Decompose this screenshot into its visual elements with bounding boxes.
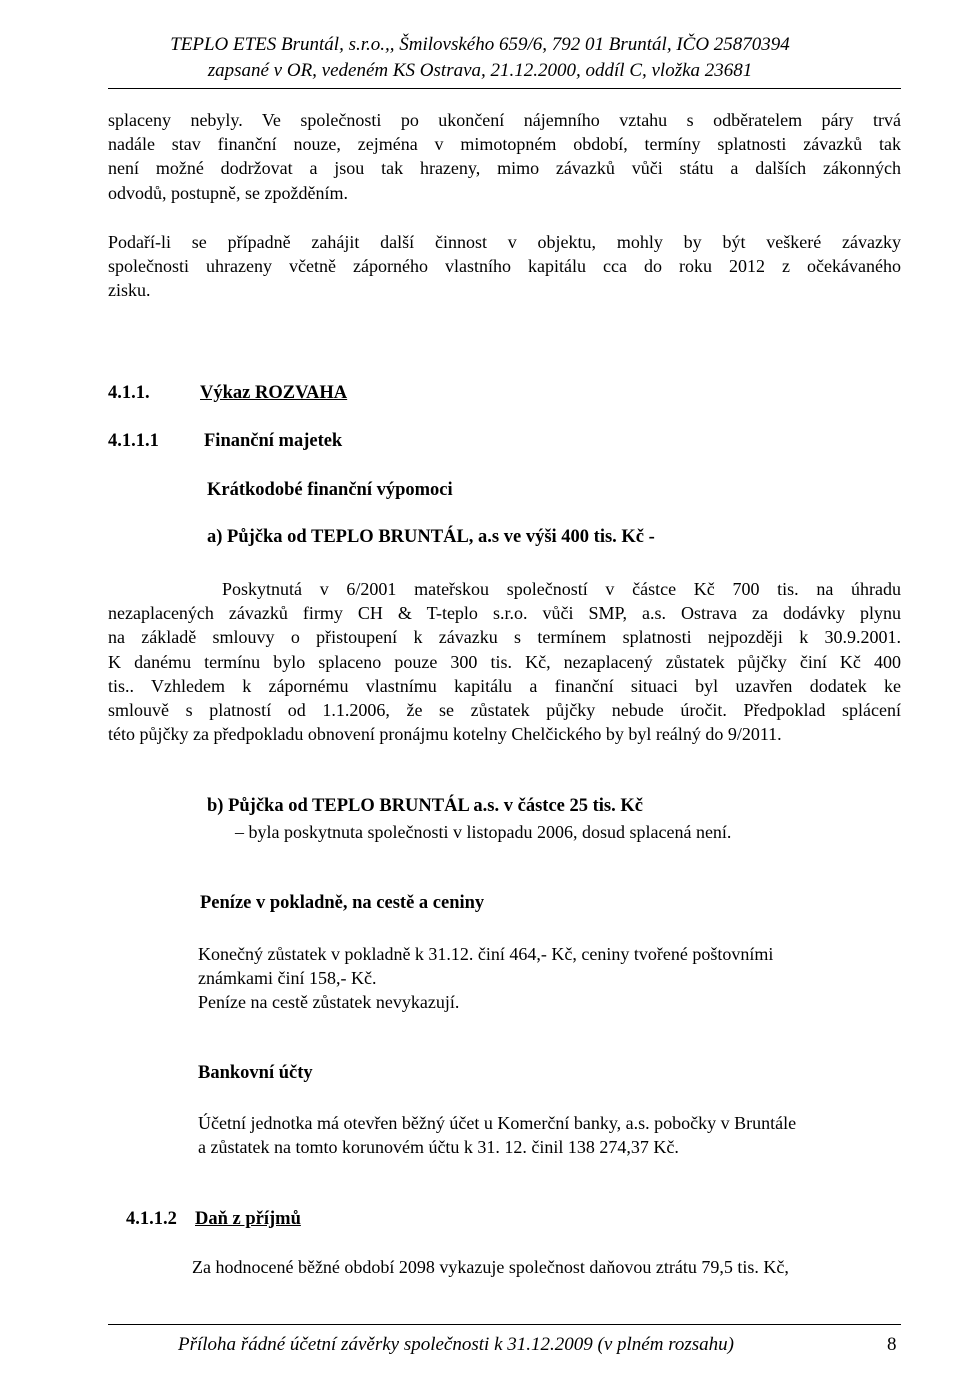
bank-paragraph <box>198 1111 901 1159</box>
paragraph-line: Podaří-li se případně zahájit další činnost v objektu, mohly by být veškeré závazky <box>108 232 901 252</box>
subsection-number-tax: 4.1.1.2 <box>126 1209 177 1229</box>
cash-line: známkami činí 158,- Kč. <box>198 968 377 989</box>
loan-a-title: a) Půjčka od TEPLO BRUNTÁL, a.s ve výši 400 tis. Kč - <box>207 527 655 547</box>
cash-line: Peníze na cestě zůstatek nevykazují. <box>198 992 460 1013</box>
cash-line: Konečný zůstatek v pokladně k 31.12. činí 464,- Kč, ceniny tvořené poštovními <box>198 944 774 964</box>
loan-b-title: b) Půjčka od TEPLO BRUNTÁL a.s. v částce 25 tis. Kč <box>207 796 643 816</box>
cash-heading: Peníze v pokladně, na cestě a ceniny <box>200 893 485 913</box>
footer-divider <box>108 1324 901 1325</box>
page-number: 8 <box>887 1334 897 1355</box>
intro-line: odvodů, postupně, se zpožděním. <box>108 182 348 203</box>
header-company-line: TEPLO ETES Bruntál, s.r.o.,, Šmilovského 659/6, 792 01 Bruntál, IČO 25870394 <box>170 34 790 55</box>
bank-accounts-heading: Bankovní účty <box>198 1063 313 1083</box>
header-divider <box>108 88 901 89</box>
loan-a-line: smlouvě s platností od 1.1.2006, že se zůstatek půjčky nebude úročit. Předpoklad splácení <box>108 700 901 721</box>
bank-line: Účetní jednotka má otevřen běžný účet u Komerční banky, a.s. pobočky v Bruntále <box>198 1113 797 1133</box>
header-registration-line: zapsané v OR, vedeném KS Ostrava, 21.12.2000, oddíl C, vložka 23681 <box>207 60 753 81</box>
loan-a-line: K danému termínu bylo splaceno pouze 300 tis. Kč, nezaplacený zůstatek půjčky činí Kč 400 <box>108 651 901 672</box>
paragraph-line: společnosti uhrazeny včetně záporného vlastního kapitálu cca do roku 2012 z očekávaného <box>108 256 901 277</box>
paragraph-line: zisku. <box>108 280 151 301</box>
loan-a-line: nezaplacených závazků firmy CH & T-teplo s.r.o. vůči SMP, a.s. Ostrava za dodávky plynu <box>108 603 901 624</box>
section-number: 4.1.1. <box>108 383 150 403</box>
section-title-balance-sheet: Výkaz ROZVAHA <box>200 383 348 403</box>
bank-line: a zůstatek na tomto korunovém účtu k 31. 12. činil 138 274,37 Kč. <box>198 1137 679 1158</box>
loan-a-line: tis.. Vzhledem k zápornému vlastnímu kapitálu a finanční situaci byl uzavřen dodatek ke <box>108 675 901 696</box>
subsection-title-income-tax: Daň z příjmů <box>195 1209 301 1229</box>
loan-a-line: této půjčky za předpokladu obnovení pronájmu kotelny Chelčického by byl reálný do 9/2011. <box>108 724 782 745</box>
tax-line: Za hodnocené běžné období 2098 vykazuje společnost daňovou ztrátu 79,5 tis. Kč, <box>192 1257 789 1277</box>
cash-paragraph <box>198 942 901 1015</box>
intro-paragraph <box>108 108 901 205</box>
short-term-loans-heading: Krátkodobé finanční výpomoci <box>207 480 453 500</box>
subsection-title-financial-assets: Finanční majetek <box>204 431 343 451</box>
intro-line: nadále stav finanční nouze, zejména v mimotopném období, termíny splatnosti závazků tak <box>108 134 901 155</box>
continuation-paragraph <box>108 230 901 303</box>
subsection-number: 4.1.1.1 <box>108 431 159 451</box>
intro-line: splaceny nebyly. Ve společnosti po ukončení nájemního vztahu s odběratelem páry trvá <box>108 110 901 130</box>
loan-a-line: Poskytnutá v 6/2001 mateřskou společností v částce Kč 700 tis. na úhradu <box>222 579 901 599</box>
loan-a-paragraph <box>108 577 901 746</box>
loan-a-line: na základě smlouvy o přistoupení k závazku s termínem splatnosti nejpozději k 30.9.2001. <box>108 627 901 648</box>
loan-b-line: – byla poskytnuta společnosti v listopadu 2006, dosud splacená není. <box>235 822 732 842</box>
intro-line: není možné dodržovat a jsou tak hrazeny, mimo závazků vůči státu a dalších zákonných <box>108 158 901 179</box>
footer-text: Příloha řádné účetní závěrky společnosti k 31.12.2009 (v plném rozsahu) <box>178 1334 735 1355</box>
